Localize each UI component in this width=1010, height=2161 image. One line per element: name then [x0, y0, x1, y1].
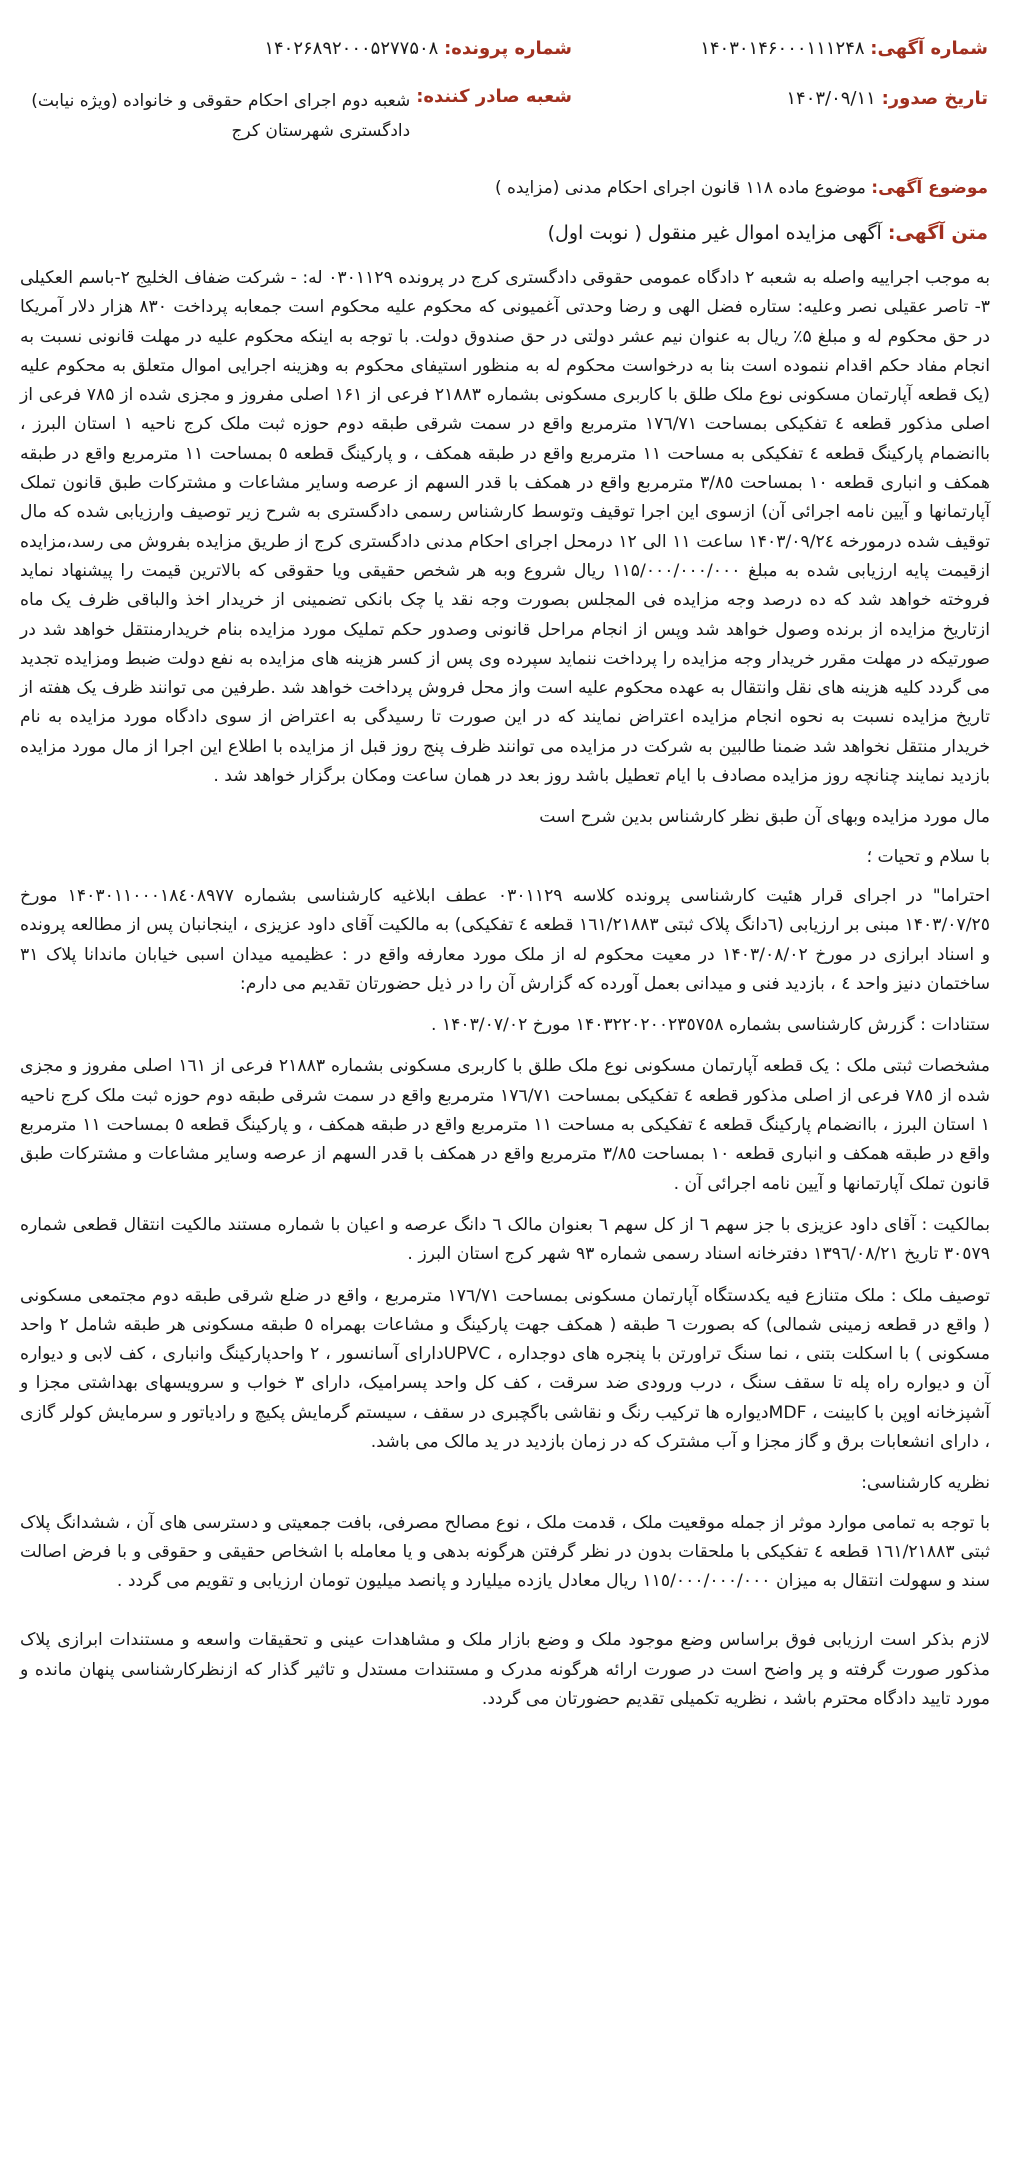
- notice-text-header: [548, 222, 988, 244]
- body-paragraph-opinion-heading: نظریه کارشناسی:: [861, 1473, 990, 1494]
- body-paragraph-property-heading: مال مورد مزایده وبهای آن طبق نظر کارشناس بدین شرح است: [539, 807, 990, 828]
- body-paragraph-expert-intro: احتراما" در اجرای قرار هئیت کارشناسی پرونده کلاسه ۰۳۰۱۱۲۹ عطف ابلاغیه کارشناسی بشماره ۱۴۰۳۰۱۱۰۰۰۱۸٤۰۸۹۷۷ مورخ ۱۴۰۳/۰۷/۲٥ مبنی بر ارزیابی (٦دانگ پلاک ثبتی ۱٦۱/۲۱۸۸۳ قطعه ٤ تفکیکی) به مالکیت آقای داود عزیزی ، اینجانبان پس از مطالعه پرونده و اسناد ابرازی در مورخ ۱۴۰۳/۰۸/۰۲ در معیت محکوم له از ملک مورد معارفه واقع در : عظیمیه میدان اسبی خیابان ماندانا پلاک ۳۱ ساختمان دنیز واحد ٤ ، بازدید فنی و میدانی بعمل آورده که گزارش آن را در ذیل حضورتان تقدیم می دارم:: [20, 885, 991, 994]
- body-paragraph-opinion: با توجه به تمامی موارد موثر از جمله موقعیت ملک ، قدمت ملک ، نوع مصالح مصرفی، بافت جمعیتی و دسترسی های آن ، ششدانگ پلاک ثبتی ۱٦۱/۲۱۸۸۳ قطعه ٤ تفکیکی با ملحقات بدون در نظر گرفتن هرگونه بدهی و یا معامله با اشخاص حقیقی و حقوقی و با فرض اصالت سند و سهولت انتقال به میزان ۱۱٥/۰۰۰/۰۰۰/۰۰۰ ریال معادل یازده میلیارد و پانصد میلیون تومان ارزیابی و تقویم می گردد .: [20, 1512, 990, 1592]
- body-paragraph-intro: به موجب اجراییه واصله به شعبه ۲ دادگاه عمومی حقوقی دادگستری کرج در پرونده ۰۳۰۱۱۲۹ له: - شرکت ضفاف الخلیج ۲-باسم العکیلی ۳- تاصر عقیلی نصر وعلیه: ستاره فضل الهی و رضا وحدتی آغمیونی که محکوم علیه محکوم است جمعابه پرداخت ۸۳۰ هزار دلار آمریکا در حق محکوم له و مبلغ ۵٪ ریال به عنوان نیم عشر دولتی در حق صندوق دولت. با توجه به اینکه محکوم علیه در مهلت قانونی نسبت به انجام مفاد حکم اقدام ننموده است بنا به درخواست محکوم له به منظور استیفای محکوم به وهزینه اجرایی اموال متعلق به محکوم علیه (یک قطعه آپارتمان مسکونی نوع ملک طلق با کاربری مسکونی بشماره ۲۱۸۸۳ فرعی از ۱۶۱ اصلی مفروز و مجزی شده از ۷۸۵ فرعی از اصلی مذکور قطعه ٤ تفکیکی بمساحت ۱۷٦/۷۱ مترمربع واقع در سمت شرقی طبقه دوم حوزه ثبت ملک کرج ناحیه ۱ استان البرز ، باانضمام پارکینگ قطعه ٤ تفکیکی به مساحت ۱۱ مترمربع واقع در طبقه همکف ، و پارکینگ قطعه ٥ بمساحت ۱۱ مترمربع واقع در طبقه همکف و انباری قطعه ۱۰ بمساحت ۳/۸٥ مترمربع واقع در همکف با قدر السهم از عرصه وسایر مشاعات و مشترکات طبق قانون تملک آپارتمانها و آیین نامه اجرائی آن) ازسوی این اجرا توقیف وتوسط کارشناس رسمی دادگستری به شرح زیر توصیف وارزیابی شده که مال توقیف شده درمورخه ۱۴۰۳/۰۹/۲٤ ساعت ۱۱ الی ۱۲ درمحل اجرای احکام مدنی دادگستری کرج از طریق مزایده بفروش می رسد،مزایده ازقیمت پایه ارزیابی شده به مبلغ ۱۱۵/۰۰۰/۰۰۰/۰۰۰ ریال شروع وبه هر شخص حقیقی ویا حقوقی که بالاترین قیمت را پیشنهاد نماید فروخته خواهد شد که ده درصد وجه مزایده فی المجلس بصورت وجه نقد یا چک بانکی تضمینی از خریدار اخذ والباقی ظرف یک ماه ازتاریخ مزایده از برنده وصول خواهد شد وپس از انجام مراحل قانونی وصدور حکم تملیک مورد مزایده بنام خریدارمنتقل خواهد شد در صورتیکه در مهلت مقرر خریدار وجه مزایده را پرداخت ننماید سپرده وی پس از کسر هزینه های مزایده به نفع دولت ضبط ومزایده تجدید می گردد کلیه هزینه های نقل وانتقال به عهده محکوم علیه است واز محل فروش پرداخت خواهد شد .طرفین می توانند ظرف یک هفته از تاریخ مزایده نسبت به نحوه انجام مزایده اعتراض نمایند که در این صورت تا رسیدگی به اعتراض از سوی دادگاه مورد مزایده به نام خریدار منتقل نخواهد شد ضمنا طالبین به شرکت در مزایده می توانند ظرف پنج روز قبل از مزایده با اطلاع این اجرا از مال مورد مزایده بازدید نمایند چنانچه روز مزایده مصادف با ایام تعطیل باشد روز بعد در همان ساعت ومکان برگزار خواهد شد .: [20, 268, 991, 787]
- case-number-label: شماره پرونده:: [444, 38, 572, 59]
- body-paragraph-registration: مشخصات ثبتی ملک : یک قطعه آپارتمان مسکونی نوع ملک طلق با کاربری مسکونی بشماره ۲۱۸۸۳ فرعی از ۱٦۱ اصلی مفروز و مجزی شده از ۷۸٥ فرعی از اصلی مذکور قطعه ٤ تفکیکی بمساحت ۱۷٦/۷۱ مترمربع واقع در سمت شرقی طبقه دوم حوزه ثبت ملک کرج ناحیه ۱ استان البرز ، باانضمام پارکینگ قطعه ٤ تفکیکی به مساحت ۱۱ مترمربع واقع در طبقه همکف ، و پارکینگ قطعه ٥ بمساحت ۱۱ مترمربع واقع در طبقه همکف و انباری قطعه ۱۰ بمساحت ۳/۸٥ مترمربع واقع در همکف با قدر السهم از عرصه وسایر مشاعات و مشترکات طبق قانون تملک آپارتمانها و آیین نامه اجرائی آن .: [20, 1056, 991, 1194]
- issue-date-value: ۱۴۰۳/۰۹/۱۱: [786, 88, 876, 109]
- notice-title: آگهی مزایده اموال غیر منقول ( نوبت اول): [547, 222, 882, 244]
- case-number: [264, 38, 572, 59]
- body-paragraph-greeting: با سلام و تحیات ؛: [866, 846, 990, 867]
- issue-date-label: تاریخ صدور:: [881, 88, 988, 109]
- issuer: [31, 86, 572, 146]
- notice-subject: [495, 178, 988, 198]
- issuer-value: [31, 86, 410, 146]
- case-number-value: ۱۴۰۲۶۸۹۲۰۰۰۵۲۷۷۵۰۸: [264, 38, 439, 59]
- notice-body: [20, 264, 990, 1726]
- body-paragraph-closing: لازم بذکر است ارزیابی فوق براساس وضع موجود ملک و وضع بازار ملک و مشاهدات عینی و تحقیقات واسعه و مستندات ابرازی پلاک مذکور صورت گرفته و پر واضح است در صورت ارائه هرگونه مدرک و مستندات مستدل و تاثیر گذار که ازنظرکارشناسی پنهان مانده و مورد تایید دادگاه محترم باشد ، نظریه تکمیلی تقدیم حضورتان می گردد.: [20, 1630, 990, 1710]
- body-paragraph-documents: ستنادات : گزرش کارشناسی بشماره ۱۴۰۳۲۲۰۲۰۰۲۳٥۷٥۸ مورخ ۱۴۰۳/۰۷/۰۲ .: [430, 1015, 990, 1036]
- issuer-line-1: شعبه دوم اجرای احکام حقوقی و خانواده (ویژه نیابت): [31, 91, 411, 111]
- body-paragraph-description: توصیف ملک : ملک متنازع فیه یکدستگاه آپارتمان مسکونی بمساحت ۱۷٦/۷۱ مترمربع ، واقع در ضلع شرقی طبقه دوم مجتمعی مسکونی ( واقع در قطعه زمینی شمالی) که بصورت ٦ طبقه ( همکف جهت پارکینگ و مشاعات بهمراه ٥ طبقه مسکونی هر طبقه شامل ۲ واحد مسکونی ) با اسکلت بتنی ، نما سنگ تراورتن با پنجره های دوجداره ، UPVCدارای آسانسور ، ۲ واحدپارکینگ وانباری ، کف لابی و دیواره آن و دیواره راه پله تا سقف سنگ ، درب ورودی ضد سرقت ، کف کل واحد پسرامیک، دارای ۳ خواب و سرویسهای بهداشتی مجزا و آشپزخانه اوپن با کابینت ، MDFدیواره ها ترکیب رنگ و نقاشی باگچبری در سقف ، سیستم گرمایش پکیچ و رادیاتور و سرمایش کولر گازی ، دارای انشعابات برق و گاز مجزا و آب مشترک که در زمان بازدید در ید مالک می باشد.: [20, 1285, 991, 1452]
- body-paragraph-ownership: بمالکیت : آقای داود عزیزی با جز سهم ٦ از کل سهم ٦ بعنوان مالک ٦ دانگ عرصه و اعیان با شماره مستند مالکیت انتقال قطعی شماره ۳۰٥۷۹ تاریخ ۱۳۹٦/۰۸/۲۱ دفترخانه اسناد رسمی شماره ۹۳ شهر کرج استان البرز .: [20, 1214, 990, 1265]
- notice-number: [700, 38, 988, 59]
- notice-number-value: ۱۴۰۳۰۱۴۶۰۰۰۱۱۱۲۴۸: [700, 38, 865, 59]
- subject-value: موضوع ماده ۱۱۸ قانون اجرای احکام مدنی (مزایده ): [494, 178, 866, 198]
- subject-label: موضوع آگهی:: [871, 178, 988, 198]
- notice-number-label: شماره آگهی:: [870, 38, 988, 59]
- issuer-line-2: دادگستری شهرستان کرج: [231, 121, 411, 141]
- issue-date: [786, 88, 988, 109]
- issuer-label: شعبه صادر کننده:: [416, 86, 572, 107]
- notice-text-label: متن آگهی:: [887, 222, 988, 244]
